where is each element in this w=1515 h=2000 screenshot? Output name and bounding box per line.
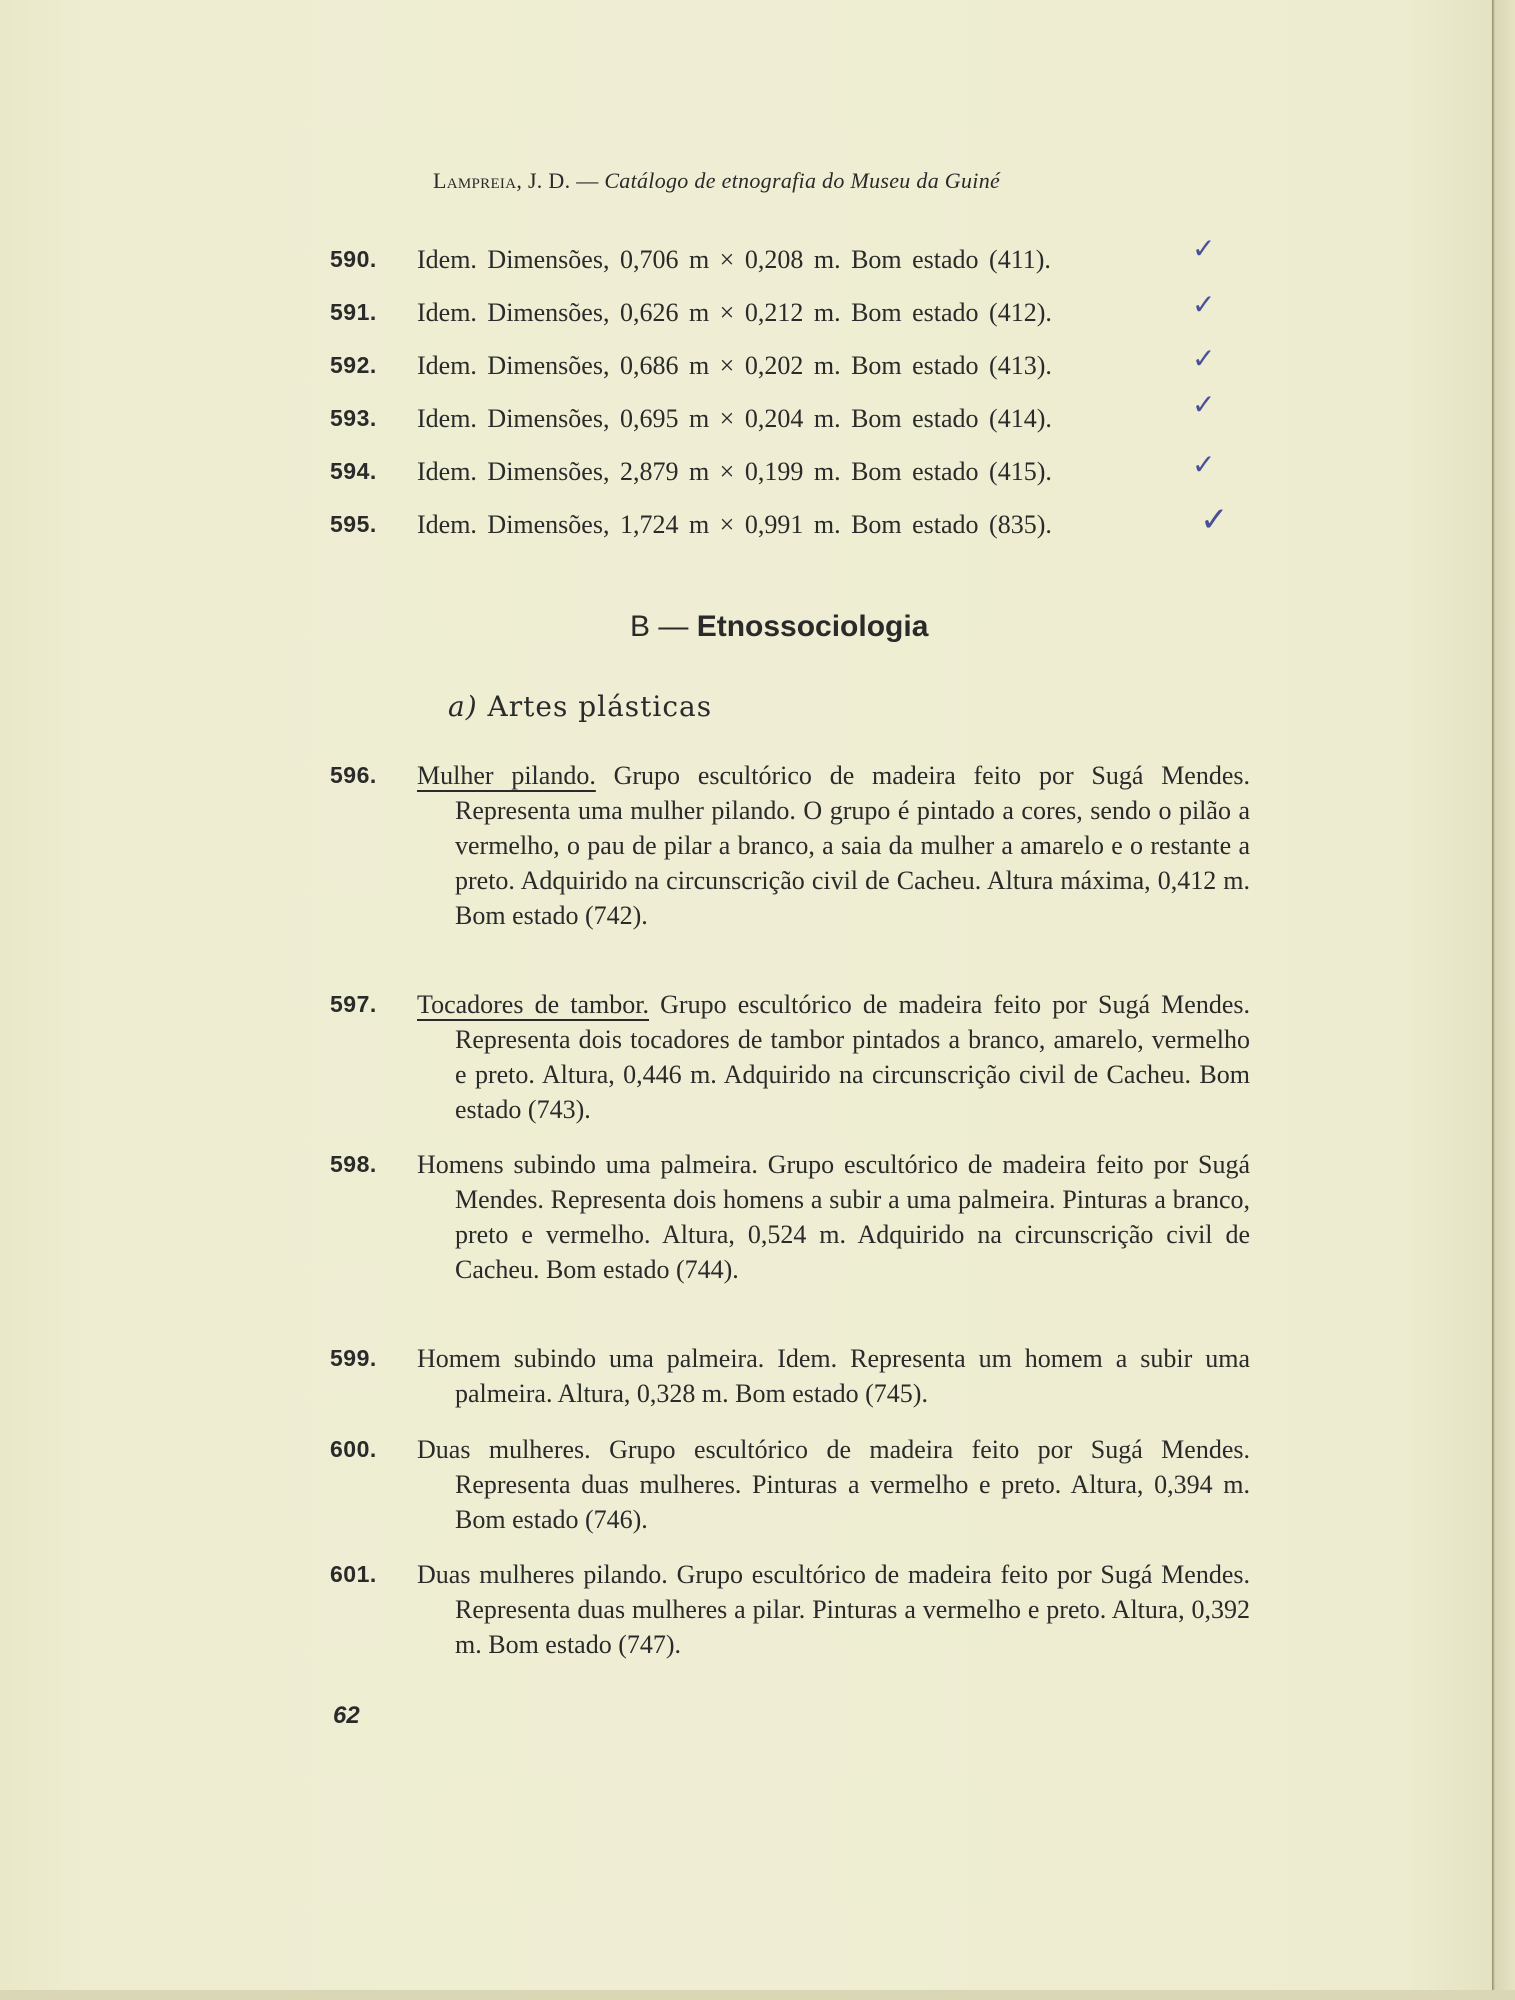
page-number: 62 bbox=[333, 1702, 360, 1729]
entry-text: Idem. Dimensões, 0,626 m × 0,212 m. Bom estado (412). bbox=[417, 298, 1052, 327]
entry-text bbox=[417, 1557, 1250, 1662]
page-edge bbox=[1492, 0, 1515, 2000]
page-edge-bottom bbox=[0, 1990, 1515, 2000]
entry-text bbox=[417, 1147, 1250, 1287]
entry-description: Homem subindo uma palmeira. Idem. Representa um homem a subir uma palmeira. Altura, 0,328 m. Bom estado (745). bbox=[417, 1344, 1250, 1408]
entry-number: 591. bbox=[330, 299, 377, 325]
entry-text bbox=[417, 1432, 1250, 1537]
handwritten-check-mark: ✓ bbox=[1192, 232, 1216, 265]
catalog-entry bbox=[330, 987, 1250, 1127]
catalog-entry bbox=[330, 242, 1250, 277]
catalog-entry bbox=[330, 1341, 1250, 1411]
entry-text: Idem. Dimensões, 0,686 m × 0,202 m. Bom estado (413). bbox=[417, 351, 1052, 380]
catalog-entry bbox=[330, 454, 1250, 489]
entry-number: 600. bbox=[330, 1436, 377, 1462]
entry-text bbox=[417, 758, 1250, 933]
entry-number: 599. bbox=[330, 1345, 377, 1371]
section-title: Etnossociologia bbox=[696, 610, 929, 643]
entry-number: 590. bbox=[330, 246, 377, 272]
handwritten-check-mark: ✓ bbox=[1192, 288, 1216, 321]
entry-text bbox=[417, 1341, 1250, 1411]
entry-name: Mulher pilando. bbox=[417, 761, 596, 790]
entry-text: Idem. Dimensões, 2,879 m × 0,199 m. Bom estado (415). bbox=[417, 457, 1052, 486]
entry-number: 593. bbox=[330, 405, 377, 431]
section-dash: — bbox=[650, 610, 697, 643]
handwritten-check-mark: ✓ bbox=[1192, 388, 1216, 421]
entry-number: 597. bbox=[330, 991, 377, 1017]
entry-number: 598. bbox=[330, 1151, 377, 1177]
entry-number: 595. bbox=[330, 511, 377, 537]
catalog-entry bbox=[330, 1432, 1250, 1537]
catalog-entry bbox=[330, 1147, 1250, 1287]
entry-number: 592. bbox=[330, 352, 377, 378]
entry-number: 594. bbox=[330, 458, 377, 484]
entry-text: Idem. Dimensões, 1,724 m × 0,991 m. Bom estado (835). bbox=[417, 510, 1052, 539]
entry-description: Grupo escultórico de madeira feito por Sugá Mendes. Representa uma mulher pilando. O grupo é pintado a cores, sendo o pilão a vermelho, o pau de pilar a branco, a saia da mulher a amarelo e o restante a preto. Adquirido na circunscrição civil de Cacheu. Altura máxima, 0,412 m. Bom estado (742). bbox=[455, 761, 1251, 930]
catalog-entry bbox=[330, 295, 1250, 330]
catalog-entry bbox=[330, 348, 1250, 383]
header-author: Lampreia, J. D. bbox=[433, 168, 571, 193]
running-header bbox=[433, 168, 1233, 194]
handwritten-check-mark: ✓ bbox=[1200, 500, 1229, 540]
entry-number: 601. bbox=[330, 1561, 377, 1587]
catalog-entry bbox=[330, 507, 1250, 542]
entry-number: 596. bbox=[330, 762, 377, 788]
entry-text: Idem. Dimensões, 0,706 m × 0,208 m. Bom estado (411). bbox=[417, 245, 1051, 274]
header-separator: — bbox=[570, 168, 605, 193]
entry-description: Duas mulheres. Grupo escultórico de madeira feito por Sugá Mendes. Representa duas mulheres. Pinturas a vermelho e preto. Altura, 0,394 m. Bom estado (746). bbox=[417, 1435, 1250, 1534]
entry-text bbox=[417, 987, 1250, 1127]
entry-name: Tocadores de tambor. bbox=[417, 990, 649, 1019]
subsection-title: Artes plásticas bbox=[487, 690, 713, 723]
catalog-entry bbox=[330, 758, 1250, 933]
section-letter: B bbox=[630, 610, 651, 643]
section-heading bbox=[630, 610, 928, 644]
header-title: Catálogo de etnografia do Museu da Guiné bbox=[604, 168, 1001, 193]
catalog-entry bbox=[330, 401, 1250, 436]
subsection-heading bbox=[448, 690, 712, 723]
entry-text: Idem. Dimensões, 0,695 m × 0,204 m. Bom estado (414). bbox=[417, 404, 1052, 433]
entry-description: Duas mulheres pilando. Grupo escultórico de madeira feito por Sugá Mendes. Representa duas mulheres a pilar. Pinturas a vermelho e preto. Altura, 0,392 m. Bom estado (747). bbox=[417, 1560, 1250, 1659]
handwritten-check-mark: ✓ bbox=[1192, 448, 1216, 481]
entry-description: Grupo escultórico de madeira feito por Sugá Mendes. Representa dois tocadores de tambor pintados a branco, amarelo, vermelho e preto. Altura, 0,446 m. Adquirido na circunscrição civil de Cacheu. Bom estado (743). bbox=[455, 990, 1251, 1124]
subsection-letter: a) bbox=[448, 690, 478, 723]
entry-description: Homens subindo uma palmeira. Grupo escultórico de madeira feito por Sugá Mendes. Representa dois homens a subir a uma palmeira. Pinturas a branco, preto e vermelho. Altura, 0,524 m. Adquirido na circunscrição civil de Cacheu. Bom estado (744). bbox=[417, 1150, 1250, 1284]
catalog-entry bbox=[330, 1557, 1250, 1662]
handwritten-check-mark: ✓ bbox=[1192, 342, 1216, 375]
